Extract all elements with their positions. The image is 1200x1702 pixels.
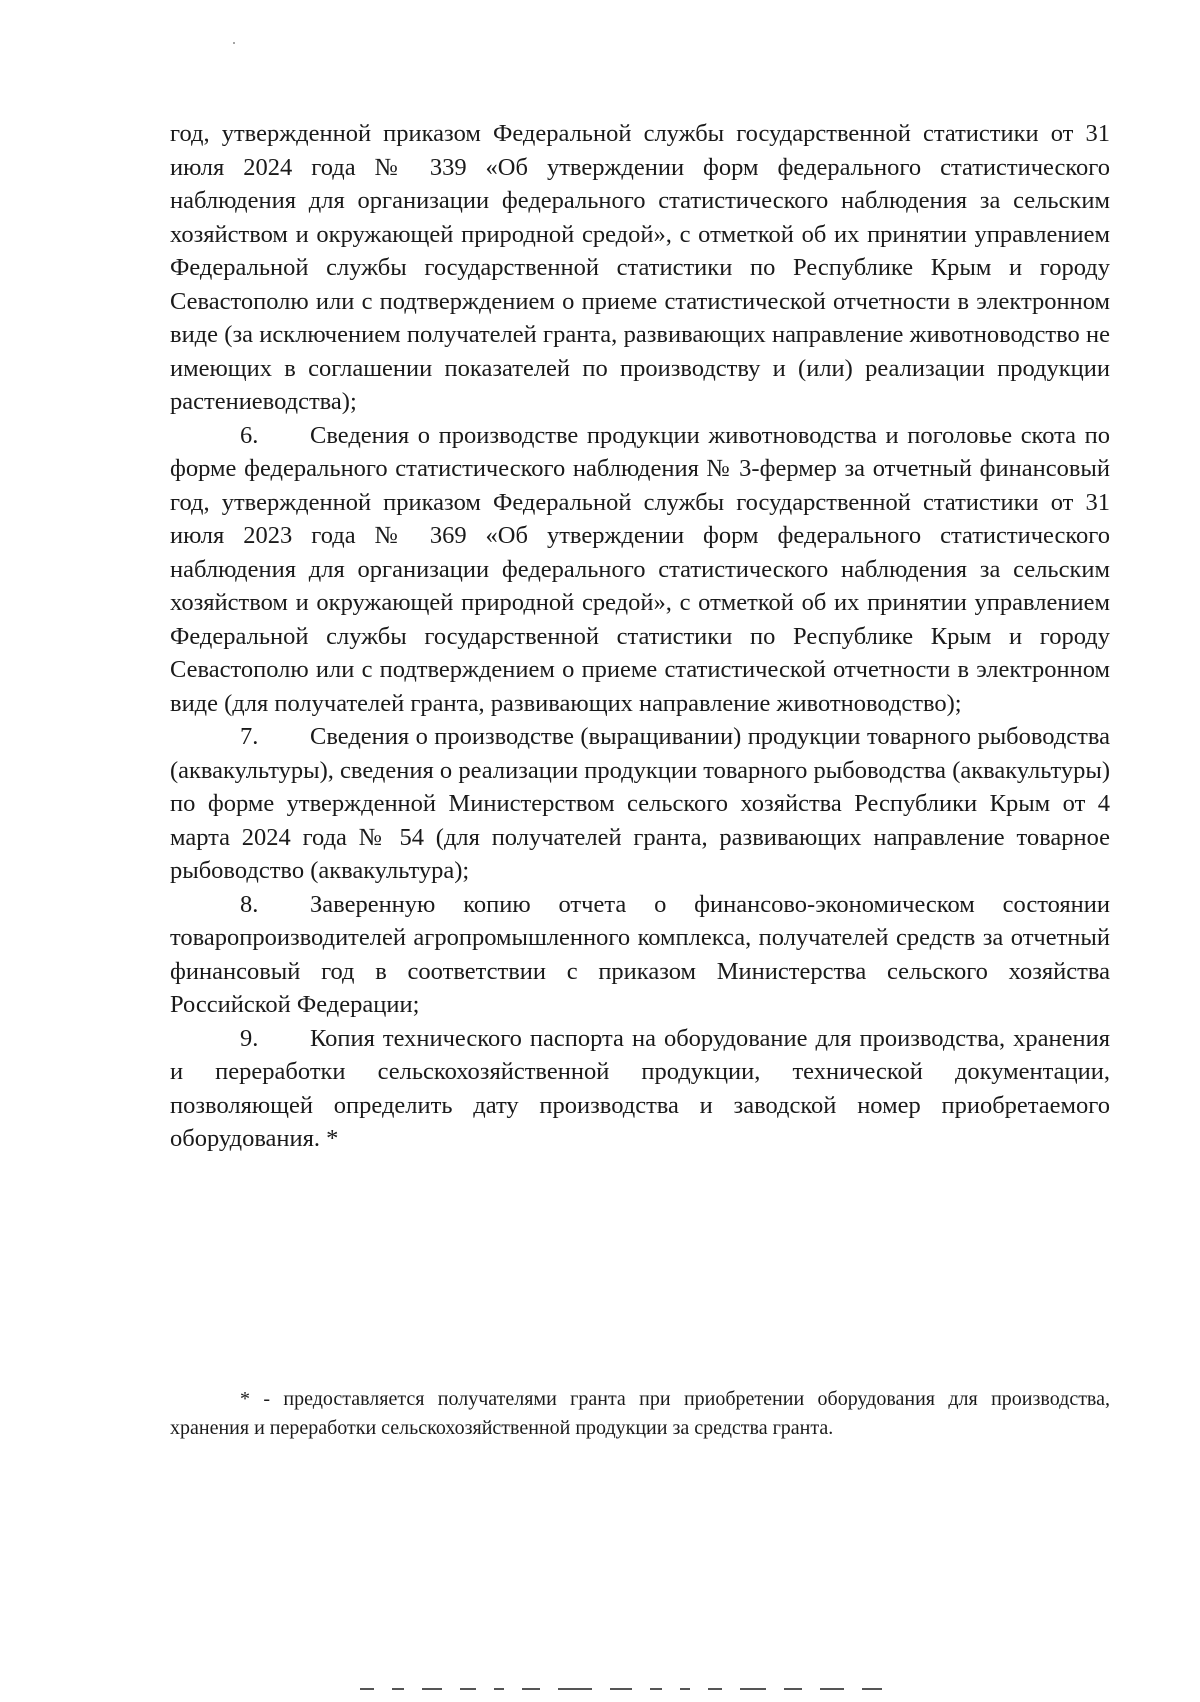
list-item-7: [170, 720, 1110, 888]
document-body: [170, 117, 1110, 1156]
scan-speck: [233, 42, 235, 44]
scan-mark: [422, 1688, 442, 1690]
list-item-text: Сведения о производстве (выращивании) продукции товарного рыбоводства (аквакультуры), сведения о реализации продукции товарного рыбоводства (аквакультуры) по форме утвержденной Министерством сельского хозяйства Республики Крым от 4 марта 2024 года № 54 (для получателей гранта, развивающих направление товарное рыбоводство (аквакультура);: [170, 723, 1110, 884]
scan-mark: [558, 1688, 592, 1690]
scan-mark: [610, 1688, 632, 1690]
scan-edge-marks: [360, 1688, 1180, 1692]
scan-mark: [820, 1688, 844, 1690]
scan-mark: [784, 1688, 802, 1690]
list-item-9: [170, 1022, 1110, 1156]
footnote: * - предоставляется получателями гранта при приобретении оборудования для производства, хранения и переработки сельскохозяйственной продукции за средства гранта.: [170, 1388, 1110, 1439]
scan-mark: [708, 1688, 722, 1690]
scan-mark: [494, 1688, 504, 1690]
scan-mark: [680, 1688, 690, 1690]
list-item-number: 6.: [240, 421, 259, 449]
list-item-number: 9.: [240, 1024, 259, 1052]
list-item-8: [170, 888, 1110, 1022]
list-item-6: [170, 419, 1110, 721]
scan-mark: [650, 1688, 662, 1690]
intro-paragraph: год, утвержденной приказом Федеральной службы государственной статистики от 31 июля 2024 года № 339 «Об утверждении форм федерального статистического наблюдения для организации федерального статистического наблюдения за сельским хозяйством и окружающей природной средой», с отметкой об их принятии управлением Федеральной службы государственной статистики по Республике Крым и городу Севастополю или с подтверждением о приеме статистической отчетности в электронном виде (за исключением получателей гранта, развивающих направление животноводство не имеющих в соглашении показателей по производству и (или) реализации продукции растениеводства);: [170, 120, 1110, 415]
scan-mark: [862, 1688, 882, 1690]
scan-mark: [360, 1688, 374, 1690]
list-item-text: Сведения о производстве продукции животноводства и поголовье скота по форме федерального статистического наблюдения № 3-фермер за отчетный финансовый год, утвержденной приказом Федеральной службы государственной статистики от 31 июля 2023 года № 369 «Об утверждении форм федерального статистического наблюдения для организации федерального статистического наблюдения за сельским хозяйством и окружающей природной средой», с отметкой об их принятии управлением Федеральной службы государственной статистики по Республике Крым и городу Севастополю или с подтверждением о приеме статистической отчетности в электронном виде (для получателей гранта, развивающих направление животноводство);: [170, 421, 1110, 717]
list-item-number: 8.: [240, 890, 259, 918]
list-item-text: Заверенную копию отчета о финансово-экономическом состоянии товаропроизводителей агропромышленного комплекса, получателей средств за отчетный финансовый год в соответствии с приказом Министерства сельского хозяйства Российской Федерации;: [170, 890, 1110, 1018]
list-item-text: Копия технического паспорта на оборудование для производства, хранения и переработки сельскохозяйственной продукции, технической документации, позволяющей определить дату производства и заводской номер приобретаемого оборудования. *: [170, 1024, 1110, 1152]
scan-mark: [740, 1688, 766, 1690]
scan-mark: [522, 1688, 540, 1690]
scan-mark: [460, 1688, 476, 1690]
scan-mark: [392, 1688, 404, 1690]
list-item-number: 7.: [240, 723, 259, 750]
